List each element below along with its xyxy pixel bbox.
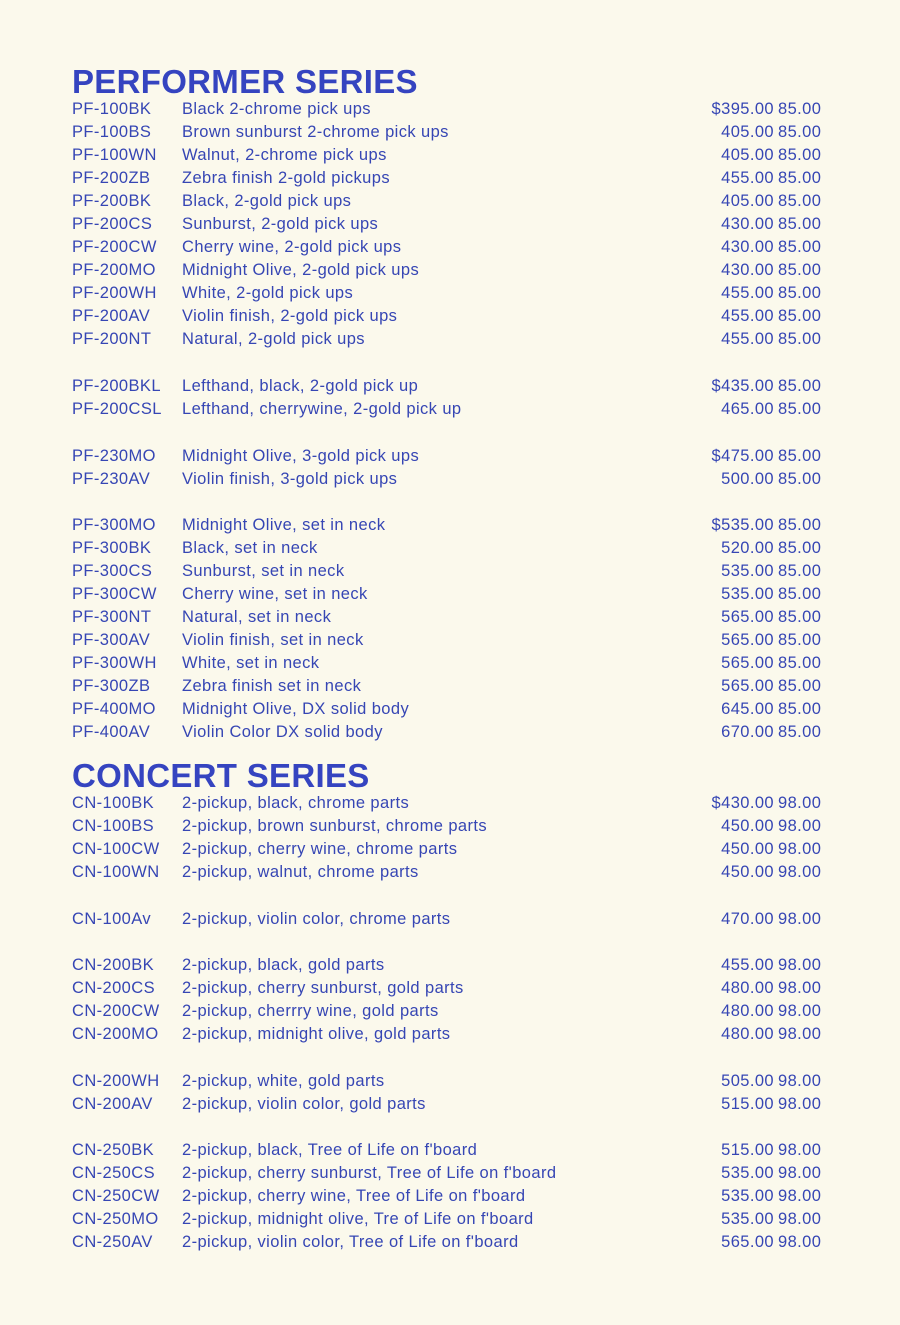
secondary-price: 98.00 [778,794,822,812]
table-row [0,1023,900,1046]
secondary-price: 85.00 [778,516,822,534]
model-code: CN-100WN [72,863,160,881]
model-description: Zebra finish 2-gold pickups [182,169,390,187]
model-description: 2-pickup, white, gold parts [182,1072,385,1090]
table-row [0,977,900,1000]
list-price: $435.00 [711,377,774,395]
model-code: CN-250BK [72,1141,155,1159]
model-code: PF-200NT [72,330,152,348]
model-description: Lefthand, cherrywine, 2-gold pick up [182,400,462,418]
table-row [0,606,900,629]
table-row [0,1070,900,1093]
secondary-price: 98.00 [778,1164,822,1182]
model-description: Violin finish, 2-gold pick ups [182,307,398,325]
model-description: White, 2-gold pick ups [182,284,354,302]
model-description: Lefthand, black, 2-gold pick up [182,377,419,395]
list-price: 535.00 [721,562,774,580]
model-code: PF-100BK [72,100,152,118]
list-price: 455.00 [721,307,774,325]
model-description: 2-pickup, cherry wine, Tree of Life on f'board [182,1187,526,1205]
model-description: Cherry wine, 2-gold pick ups [182,238,402,256]
secondary-price: 85.00 [778,169,822,187]
model-code: CN-100Av [72,910,152,928]
table-row [0,698,900,721]
secondary-price: 85.00 [778,447,822,465]
model-code: PF-300WH [72,654,157,672]
list-price: 480.00 [721,1002,774,1020]
table-row [0,445,900,468]
model-description: Natural, 2-gold pick ups [182,330,365,348]
model-code: PF-200CW [72,238,157,256]
list-price: 455.00 [721,284,774,302]
model-code: PF-300AV [72,631,151,649]
table-row [0,98,900,121]
secondary-price: 85.00 [778,585,822,603]
table-row [0,468,900,491]
model-code: CN-250CW [72,1187,160,1205]
model-description: 2-pickup, cherry sunburst, Tree of Life on f'board [182,1164,557,1182]
table-row [0,236,900,259]
model-code: CN-250CS [72,1164,155,1182]
model-description: Brown sunburst 2-chrome pick ups [182,123,449,141]
model-code: CN-200BK [72,956,155,974]
table-row [0,1208,900,1231]
secondary-price: 85.00 [778,307,822,325]
model-description: Midnight Olive, DX solid body [182,700,410,718]
list-price: 565.00 [721,1233,774,1251]
model-description: 2-pickup, midnight olive, Tre of Life on f'board [182,1210,534,1228]
list-price: 565.00 [721,631,774,649]
model-description: Black 2-chrome pick ups [182,100,371,118]
table-row [0,652,900,675]
model-code: PF-200CSL [72,400,162,418]
secondary-price: 85.00 [778,261,822,279]
list-price: 430.00 [721,261,774,279]
secondary-price: 85.00 [778,330,822,348]
list-price: 515.00 [721,1141,774,1159]
secondary-price: 85.00 [778,654,822,672]
model-code: PF-230MO [72,447,156,465]
model-code: PF-200BK [72,192,152,210]
model-description: 2-pickup, walnut, chrome parts [182,863,419,881]
model-code: PF-230AV [72,470,151,488]
list-price: $475.00 [711,447,774,465]
model-code: CN-100BK [72,794,155,812]
list-price: 450.00 [721,840,774,858]
model-description: 2-pickup, violin color, chrome parts [182,910,451,928]
secondary-price: 98.00 [778,979,822,997]
secondary-price: 98.00 [778,817,822,835]
secondary-price: 98.00 [778,956,822,974]
secondary-price: 98.00 [778,863,822,881]
secondary-price: 85.00 [778,377,822,395]
table-row [0,815,900,838]
model-code: PF-400AV [72,723,151,741]
performer-series-title: PERFORMER SERIES [72,63,418,100]
model-description: 2-pickup, cherry wine, chrome parts [182,840,458,858]
model-code: PF-300BK [72,539,152,557]
secondary-price: 85.00 [778,192,822,210]
list-price: 450.00 [721,817,774,835]
list-price: 470.00 [721,910,774,928]
secondary-price: 98.00 [778,840,822,858]
secondary-price: 98.00 [778,1072,822,1090]
secondary-price: 98.00 [778,1002,822,1020]
model-description: 2-pickup, midnight olive, gold parts [182,1025,451,1043]
model-description: 2-pickup, brown sunburst, chrome parts [182,817,487,835]
secondary-price: 85.00 [778,215,822,233]
model-description: 2-pickup, violin color, gold parts [182,1095,426,1113]
table-row [0,375,900,398]
model-description: 2-pickup, black, chrome parts [182,794,410,812]
secondary-price: 98.00 [778,1187,822,1205]
model-code: CN-200WH [72,1072,160,1090]
list-price: 565.00 [721,654,774,672]
list-price: 455.00 [721,330,774,348]
model-description: Sunburst, 2-gold pick ups [182,215,379,233]
secondary-price: 85.00 [778,400,822,418]
table-row [0,537,900,560]
model-code: PF-100BS [72,123,152,141]
model-description: 2-pickup, black, gold parts [182,956,385,974]
table-row [0,792,900,815]
table-row [0,1185,900,1208]
secondary-price: 85.00 [778,608,822,626]
model-code: PF-300CW [72,585,157,603]
secondary-price: 85.00 [778,100,822,118]
table-row [0,328,900,351]
table-row [0,398,900,421]
model-code: CN-100BS [72,817,155,835]
secondary-price: 98.00 [778,1025,822,1043]
secondary-price: 85.00 [778,146,822,164]
list-price: 455.00 [721,956,774,974]
list-price: 520.00 [721,539,774,557]
model-code: PF-400MO [72,700,156,718]
model-description: 2-pickup, cherrry wine, gold parts [182,1002,439,1020]
model-code: PF-200WH [72,284,157,302]
model-code: PF-200CS [72,215,153,233]
model-description: 2-pickup, cherry sunburst, gold parts [182,979,464,997]
table-row [0,675,900,698]
secondary-price: 85.00 [778,284,822,302]
model-code: PF-300MO [72,516,156,534]
model-code: PF-300CS [72,562,153,580]
list-price: 455.00 [721,169,774,187]
model-code: PF-100WN [72,146,157,164]
list-price: 430.00 [721,238,774,256]
table-row [0,1162,900,1185]
model-description: White, set in neck [182,654,320,672]
table-row [0,167,900,190]
model-code: CN-200AV [72,1095,153,1113]
model-code: PF-200BKL [72,377,161,395]
secondary-price: 85.00 [778,562,822,580]
list-price: 405.00 [721,192,774,210]
model-code: CN-200MO [72,1025,159,1043]
list-price: $535.00 [711,516,774,534]
model-description: Black, set in neck [182,539,318,557]
list-price: 515.00 [721,1095,774,1113]
table-row [0,954,900,977]
model-code: CN-250AV [72,1233,153,1251]
list-price: 535.00 [721,1164,774,1182]
table-row [0,583,900,606]
table-row [0,144,900,167]
list-price: 450.00 [721,863,774,881]
secondary-price: 85.00 [778,723,822,741]
list-price: $395.00 [711,100,774,118]
model-description: Violin Color DX solid body [182,723,383,741]
secondary-price: 85.00 [778,539,822,557]
model-description: Black, 2-gold pick ups [182,192,352,210]
list-price: 535.00 [721,1187,774,1205]
table-row [0,1139,900,1162]
model-code: CN-200CS [72,979,155,997]
model-description: Walnut, 2-chrome pick ups [182,146,387,164]
table-row [0,560,900,583]
table-row [0,259,900,282]
table-row [0,721,900,744]
model-code: PF-200AV [72,307,151,325]
model-description: Natural, set in neck [182,608,332,626]
secondary-price: 85.00 [778,677,822,695]
list-price: 500.00 [721,470,774,488]
table-row [0,514,900,537]
model-code: PF-300NT [72,608,152,626]
model-description: 2-pickup, violin color, Tree of Life on f'board [182,1233,519,1251]
list-price: 535.00 [721,585,774,603]
secondary-price: 85.00 [778,123,822,141]
model-code: PF-300ZB [72,677,151,695]
model-description: Violin finish, set in neck [182,631,364,649]
model-description: Zebra finish set in neck [182,677,362,695]
table-row [0,121,900,144]
model-code: CN-250MO [72,1210,159,1228]
list-price: 645.00 [721,700,774,718]
list-price: 670.00 [721,723,774,741]
model-code: CN-200CW [72,1002,160,1020]
model-description: Cherry wine, set in neck [182,585,368,603]
secondary-price: 98.00 [778,1233,822,1251]
table-row [0,213,900,236]
list-price: 405.00 [721,123,774,141]
secondary-price: 85.00 [778,470,822,488]
table-row [0,861,900,884]
table-row [0,1231,900,1254]
secondary-price: 85.00 [778,700,822,718]
concert-series-title: CONCERT SERIES [72,757,370,794]
model-code: PF-200MO [72,261,156,279]
secondary-price: 98.00 [778,1095,822,1113]
table-row [0,282,900,305]
table-row [0,190,900,213]
model-description: Midnight Olive, 2-gold pick ups [182,261,420,279]
list-price: 465.00 [721,400,774,418]
secondary-price: 85.00 [778,631,822,649]
model-description: Midnight Olive, set in neck [182,516,386,534]
model-description: Violin finish, 3-gold pick ups [182,470,398,488]
list-price: 405.00 [721,146,774,164]
model-description: 2-pickup, black, Tree of Life on f'board [182,1141,478,1159]
list-price: 480.00 [721,979,774,997]
list-price: 535.00 [721,1210,774,1228]
table-row [0,305,900,328]
model-code: PF-200ZB [72,169,151,187]
model-description: Sunburst, set in neck [182,562,345,580]
secondary-price: 98.00 [778,910,822,928]
list-price: 565.00 [721,608,774,626]
list-price: 565.00 [721,677,774,695]
table-row [0,1000,900,1023]
secondary-price: 85.00 [778,238,822,256]
list-price: 430.00 [721,215,774,233]
model-description: Midnight Olive, 3-gold pick ups [182,447,420,465]
model-code: CN-100CW [72,840,160,858]
secondary-price: 98.00 [778,1210,822,1228]
secondary-price: 98.00 [778,1141,822,1159]
table-row [0,1093,900,1116]
list-price: $430.00 [711,794,774,812]
list-price: 505.00 [721,1072,774,1090]
table-row [0,838,900,861]
list-price: 480.00 [721,1025,774,1043]
table-row [0,908,900,931]
table-row [0,629,900,652]
